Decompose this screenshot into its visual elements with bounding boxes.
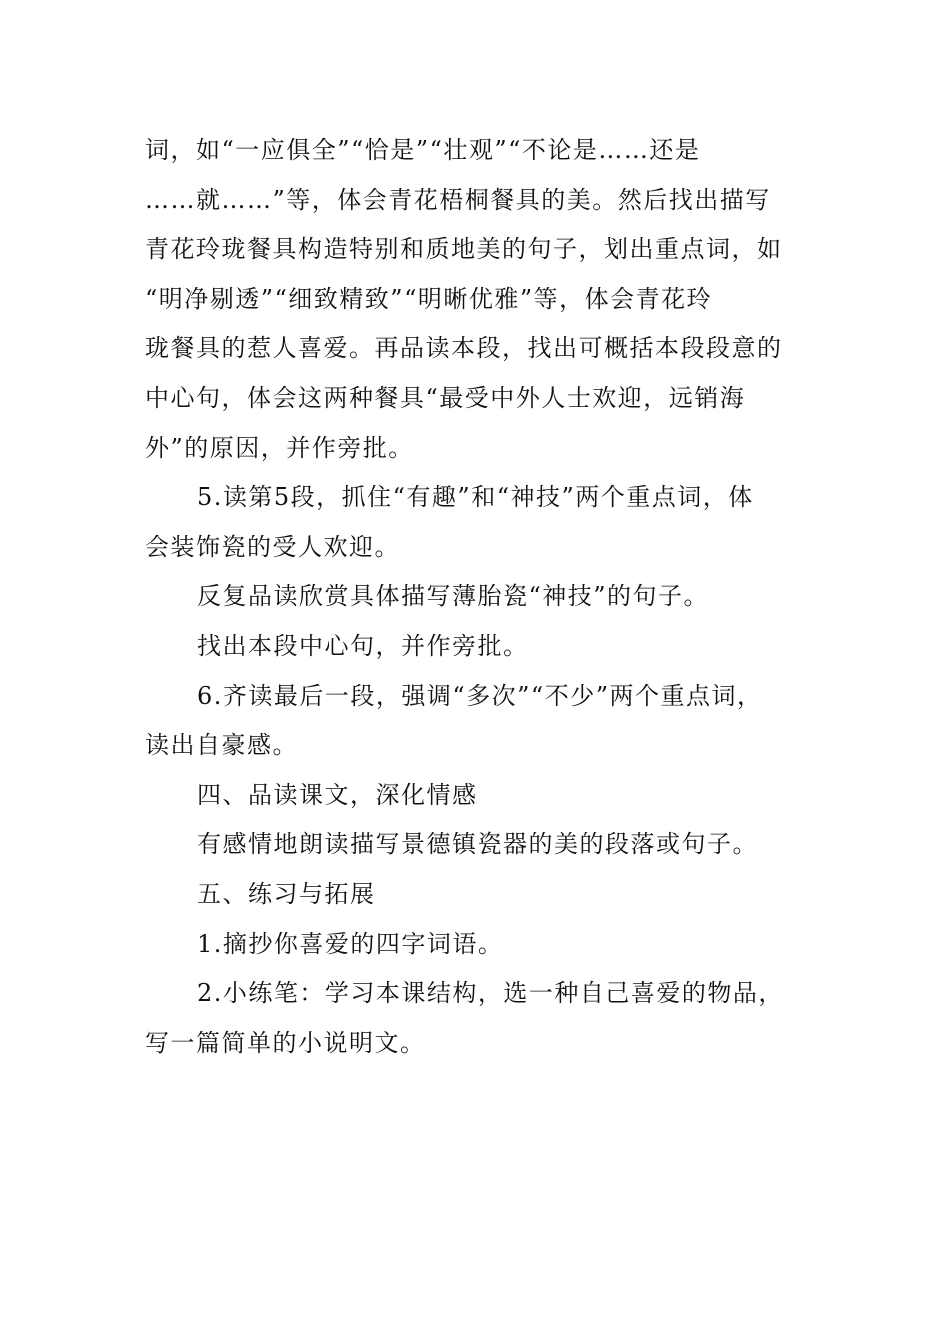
text-line: 有感情地朗读描写景德镇瓷器的美的段落或句子。: [197, 830, 758, 859]
document-body: [145, 126, 825, 1068]
text-line: 会装饰瓷的受人欢迎。: [145, 532, 400, 561]
text-line: ……就……”等，体会青花梧桐餐具的美。然后找出描写: [145, 185, 771, 214]
exercise-1-line: 1.摘抄你喜爱的四字词语。: [197, 929, 504, 958]
exercise-2-line: 2.小练笔：学习本课结构，选一种自己喜爱的物品，: [197, 979, 784, 1008]
text-line: 找出本段中心句，并作旁批。: [197, 631, 529, 660]
text-line: 青花玲珑餐具构造特别和质地美的句子，划出重点词，如: [145, 235, 783, 264]
text-line: 中心句，体会这两种餐具“最受中外人士欢迎，远销海: [145, 383, 746, 412]
text-line: 词，如“一应俱全”“恰是”“壮观”“不论是……还是: [145, 136, 701, 164]
text-line: 写一篇简单的小说明文。: [145, 1028, 426, 1057]
step-6-line: 6.齐读最后一段，强调“多次”“不少”两个重点词，: [197, 681, 763, 710]
section-heading-5: 五、练习与拓展: [197, 879, 376, 908]
text-line: 外”的原因，并作旁批。: [145, 433, 414, 462]
text-line: 珑餐具的惹人喜爱。再品读本段，找出可概括本段段意的: [145, 334, 783, 363]
step-5-line: 5.读第5段，抓住“有趣”和“神技”两个重点词，体: [197, 483, 754, 512]
text-line: 读出自豪感。: [145, 731, 298, 760]
section-heading-4: 四、品读课文，深化情感: [197, 780, 478, 809]
text-line: “明净剔透”“细致精致”“明晰优雅”等，体会青花玲: [145, 284, 713, 313]
text-line: 反复品读欣赏具体描写薄胎瓷“神技”的句子。: [197, 582, 710, 611]
